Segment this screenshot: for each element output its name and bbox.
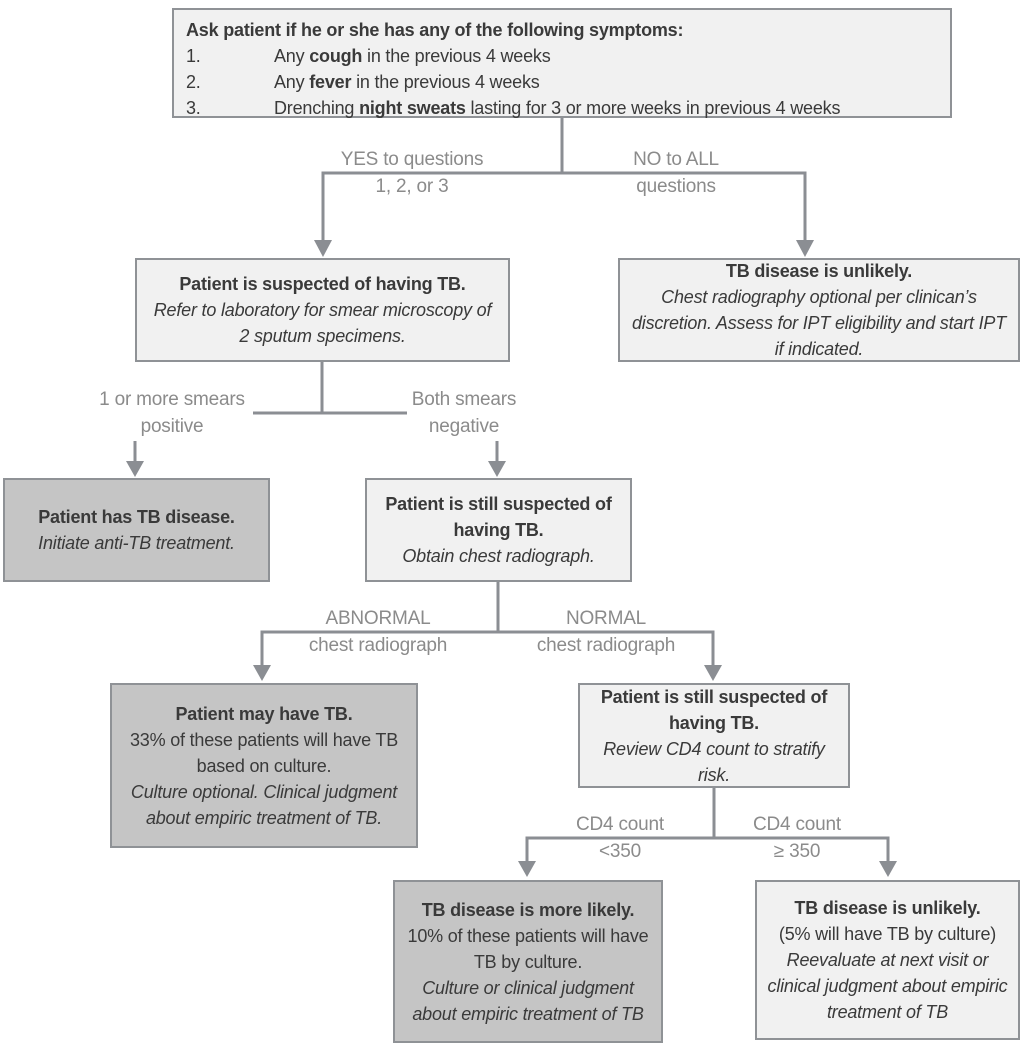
symptom-item-number: 3. [186, 98, 201, 118]
branch-label-normal: NORMAL chest radiograph [536, 608, 676, 656]
symptom-item-1 [186, 43, 938, 69]
branch-label-cd4-high: CD4 count ≥ 350 [753, 814, 841, 862]
symptom-item-text: Any cough in the previous 4 weeks [274, 46, 551, 66]
symptom-item-3 [186, 95, 938, 121]
box-has-tb-disease: Patient has TB disease. Initiate anti-TB treatment. [3, 478, 270, 582]
branch-label-smears-positive: 1 or more smears positive [99, 389, 245, 437]
symptom-question-title: Ask patient if he or she has any of the following symptoms: [186, 20, 684, 40]
box-may-have-tb: Patient may have TB. 33% of these patients will have TB based on culture. Culture optional. Clinical judgment about empiric treatment of TB. [110, 683, 418, 848]
box-still-suspected-radiograph: Patient is still suspected of having TB. Obtain chest radiograph. [365, 478, 632, 582]
box-symptom-question [172, 8, 952, 118]
box-tb-unlikely-no-symptoms: TB disease is unlikely. Chest radiography optional per clinican’s discretion. Assess for IPT eligibility and start IPT if indicated. [618, 258, 1020, 362]
symptom-item-text: Drenching night sweats lasting for 3 or more weeks in previous 4 weeks [274, 98, 841, 118]
branch-label-smears-negative: Both smears negative [411, 389, 517, 437]
branch-label-no: NO to ALL questions [633, 149, 719, 197]
box-tb-more-likely: TB disease is more likely. 10% of these patients will have TB by culture. Culture or clinical judgment about empiric treatment of TB [393, 880, 663, 1043]
branch-label-cd4-low: CD4 count <350 [576, 814, 664, 862]
box-tb-unlikely-cd4: TB disease is unlikely. (5% will have TB by culture) Reevaluate at next visit or clinical judgment about empiric treatment of TB [755, 880, 1020, 1040]
symptom-item-text: Any fever in the previous 4 weeks [274, 72, 540, 92]
symptom-item-number: 1. [186, 46, 201, 66]
branch-label-abnormal: ABNORMAL chest radiograph [308, 608, 448, 656]
box-still-suspected-cd4: Patient is still suspected of having TB. Review CD4 count to stratify risk. [578, 683, 850, 788]
symptom-item-2 [186, 69, 938, 95]
branch-label-yes: YES to questions 1, 2, or 3 [340, 149, 484, 197]
box-suspected-tb: Patient is suspected of having TB. Refer to laboratory for smear microscopy of 2 sputum specimens. [135, 258, 510, 362]
symptom-item-number: 2. [186, 72, 201, 92]
